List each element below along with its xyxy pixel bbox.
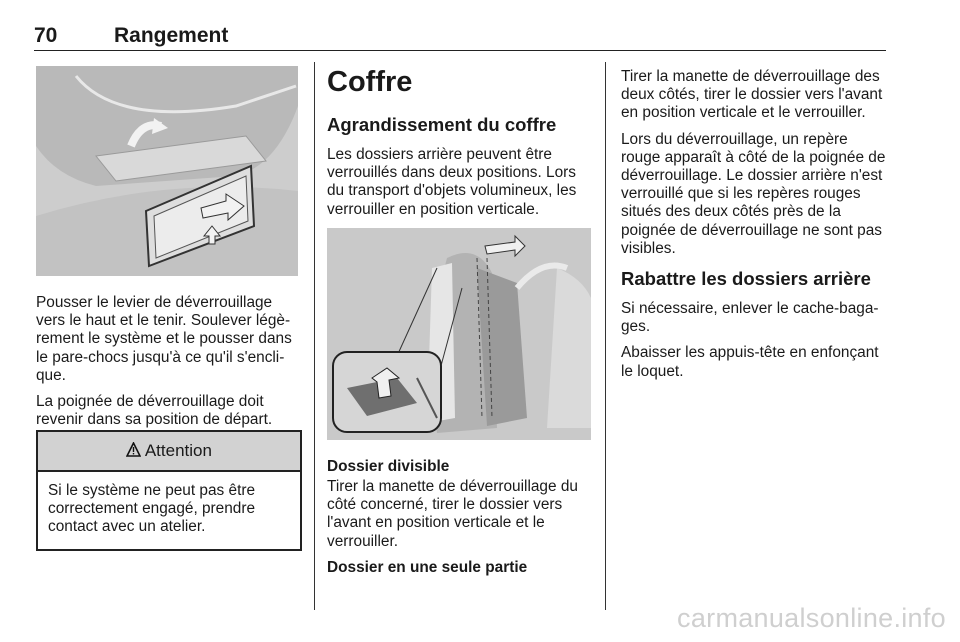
section-heading: Coffre (327, 66, 413, 98)
right-column-text (621, 68, 889, 389)
paragraph: Lors du déverrouillage, un repère rouge apparaît à côté de la poignée de déverrouillage. Le dossier arrière n'est verrouillé que si les repères rouges situés des deux côtés près de la poignée de déverrouillage ne sont pas visibles. (621, 130, 886, 257)
attention-header (38, 432, 300, 472)
paragraph: Si nécessaire, enlever le cache-baga-ges. (621, 300, 879, 336)
paragraph: Abaisser les appuis-tête en enfonçant le loquet. (621, 344, 879, 380)
middle-column-lower-text (327, 458, 597, 579)
subsection-heading: Dossier divisible (327, 458, 450, 475)
subsection-heading: Dossier en une seule partie (327, 558, 528, 576)
rear-seat-illustration (327, 228, 591, 440)
attention-body (38, 472, 300, 549)
page-header (34, 22, 886, 51)
left-column-text (36, 294, 304, 437)
rear-seat-drawing (327, 228, 591, 440)
attention-text: Si le système ne peut pas être correctement engagé, prendre contact avec un atelier. (48, 482, 256, 536)
tailgate-drawing (36, 66, 298, 276)
column-divider (314, 62, 315, 610)
column-divider (605, 62, 606, 610)
tailgate-illustration (36, 66, 298, 276)
subsection-heading: Agrandissement du coffre (327, 114, 557, 135)
page-number: 70 (34, 24, 58, 47)
page-title: Rangement (114, 24, 229, 47)
middle-column-text (327, 66, 595, 227)
attention-box (36, 430, 302, 551)
subsection-heading: Rabattre les dossiers arrière (621, 268, 871, 290)
paragraph: Tirer la manette de déverrouillage du côté concerné, tirer le dossier vers l'avant en position verticale et le verrouiller. (327, 478, 578, 550)
watermark: carmanualsonline.info (677, 603, 946, 633)
attention-title: Attention (144, 441, 212, 460)
paragraph: Pousser le levier de déverrouillage vers le haut et le tenir. Soulever légè-rement le système et le pousser dans le pare-chocs jusqu'à ce qu'il s'encli-que. (36, 294, 292, 384)
paragraph: Les dossiers arrière peuvent être verrouillés dans deux positions. Lors du transport d'objets volumineux, les verrouiller en position verticale. (327, 146, 577, 218)
warning-icon (126, 441, 145, 460)
paragraph: Tirer la manette de déverrouillage des deux côtés, tirer le dossier vers l'avant en position verticale et le verrouiller. (621, 68, 883, 122)
paragraph: La poignée de déverrouillage doit revenir dans sa position de départ. (36, 393, 273, 429)
